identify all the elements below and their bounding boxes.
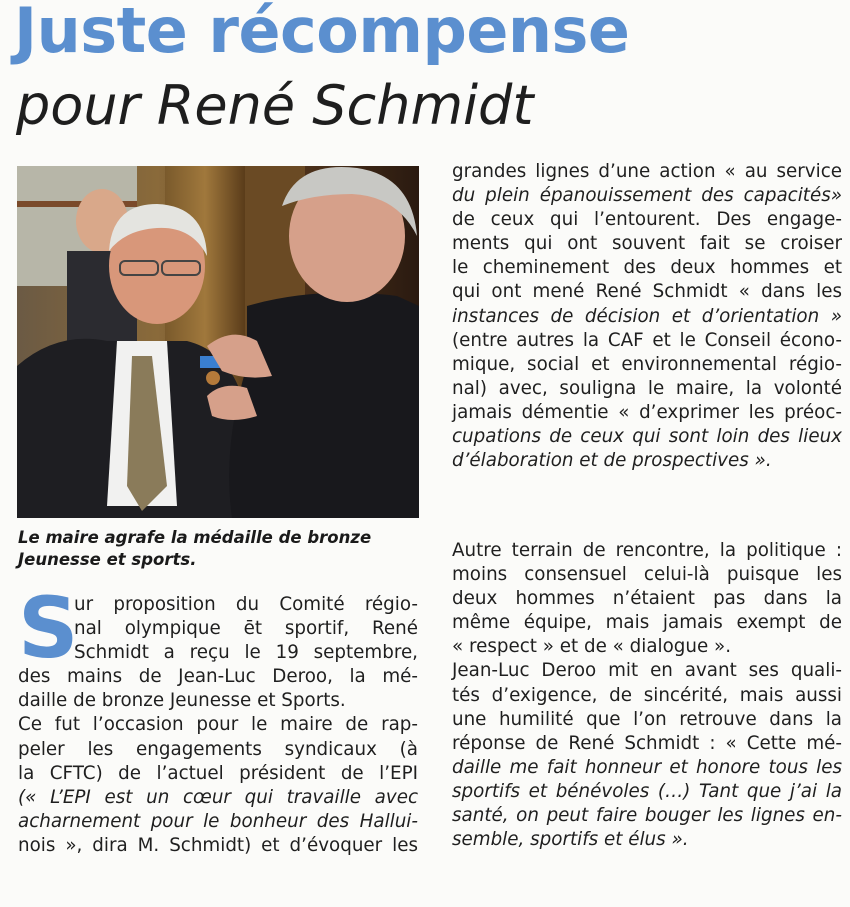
photo-illustration (17, 166, 419, 518)
text-line: (« L’EPI est un cœur qui travaille avec (18, 786, 418, 808)
article-right-column-top (452, 160, 842, 473)
drop-cap: S (18, 579, 79, 677)
article-right-column-bottom (452, 539, 842, 852)
headline-line-1: Juste récompense (14, 0, 630, 67)
text-line: d’élaboration et de prospectives ». (452, 450, 772, 472)
text-line: mique, social et environnemental régio- (452, 353, 842, 375)
text-line: moins consensuel celui-là puisque les (452, 564, 842, 586)
text-line: même équipe, mais jamais exempt de (452, 612, 842, 634)
text-line: santé, on peut faire bouger les lignes en- (452, 805, 842, 827)
article-left-column (18, 593, 418, 858)
text-line: deux hommes n’étaient pas dans la (452, 588, 842, 610)
text-line: acharnement pour le bonheur des Hallui- (18, 810, 418, 832)
text-line: sportifs et bénévoles (…) Tant que j’ai la (452, 780, 842, 802)
text-line: (entre autres la CAF et le Conseil écono- (452, 329, 842, 351)
text-line: Ce fut l’occasion pour le maire de rap- (18, 714, 418, 736)
text-line: nal) avec, souligna le maire, la volonté (452, 377, 842, 399)
text-line: peler les engagements syndicaux (à (18, 738, 418, 760)
text-line: du plein épanouissement des capacités» (452, 185, 842, 207)
text-line: ments qui ont souvent fait se croiser (452, 233, 842, 255)
photo-caption-line-1: Le maire agrafe la médaille de bronze (18, 528, 372, 547)
text-line: réponse de René Schmidt : « Cette mé- (452, 732, 842, 754)
text-line: daille de bronze Jeunesse et Sports. (18, 690, 346, 712)
medal-ceremony-photo (17, 166, 419, 518)
text-line: la CFTC) de l’actuel président de l’EPI (18, 762, 418, 784)
text-line: nal olympique ēt sportif, René (74, 618, 418, 640)
text-line: nois », dira M. Schmidt) et d’évoquer les (18, 834, 418, 856)
text-line: de ceux qui l’entourent. Des engage- (452, 209, 842, 231)
text-line: tés d’exigence, de sincérité, mais aussi (452, 684, 842, 706)
text-line: Jean-Luc Deroo mit en avant ses quali- (452, 660, 842, 682)
photo-caption-line-2: Jeunesse et sports. (18, 550, 197, 569)
text-line: une humilité que l’on retrouve dans la (452, 708, 842, 730)
text-line: le cheminement des deux hommes et (452, 257, 842, 279)
text-line: daille me fait honneur et honore tous les (452, 756, 842, 778)
text-line: qui ont mené René Schmidt « dans les (452, 281, 842, 303)
text-line: grandes lignes d’une action « au service (452, 161, 842, 182)
text-line: jamais démentie « d’exprimer les préoc- (452, 401, 842, 423)
text-line: cupations de ceux qui sont loin des lieux (452, 426, 842, 448)
text-line: instances de décision et d’orientation » (452, 305, 842, 327)
text-line: ur proposition du Comité régio- (74, 594, 418, 615)
text-line: semble, sportifs et élus ». (452, 829, 689, 851)
text-line: Autre terrain de rencontre, la politique : (452, 540, 842, 561)
photo-caption (18, 527, 418, 571)
text-line: Schmidt a reçu le 19 septembre, (74, 642, 418, 664)
text-line: « respect » et de « dialogue ». (452, 636, 732, 658)
text-line: des mains de Jean-Luc Deroo, la mé- (18, 666, 418, 688)
headline-line-2: pour René Schmidt (16, 74, 534, 137)
